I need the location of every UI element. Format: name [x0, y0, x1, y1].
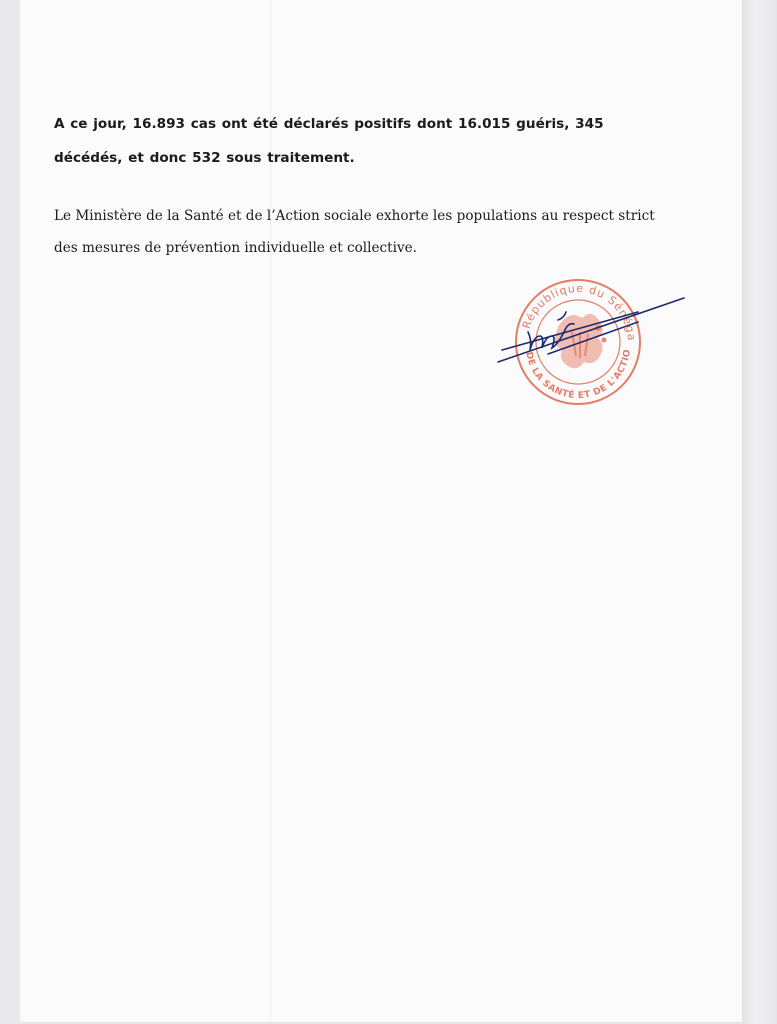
svg-text:DE LA SANTÉ ET DE L'ACTION SOC: DE LA SANTÉ ET DE L'ACTIO [523, 348, 634, 402]
seal-stamp-icon [488, 262, 688, 422]
svg-text:République du Sénégal: République du Sénéga [519, 281, 639, 343]
official-stamp-and-signature [488, 262, 688, 422]
case-statistics-paragraph: A ce jour, 16.893 cas ont été déclarés positifs dont 16.015 guéris, 345 décédés, et donc 532 sous traitement. [54, 116, 604, 166]
prevention-paragraph: Le Ministère de la Santé et de l’Action sociale exhorte les populations au respect strict des mesures de prévention individuelle et collective. [54, 208, 655, 256]
page-edge [742, 0, 777, 1024]
